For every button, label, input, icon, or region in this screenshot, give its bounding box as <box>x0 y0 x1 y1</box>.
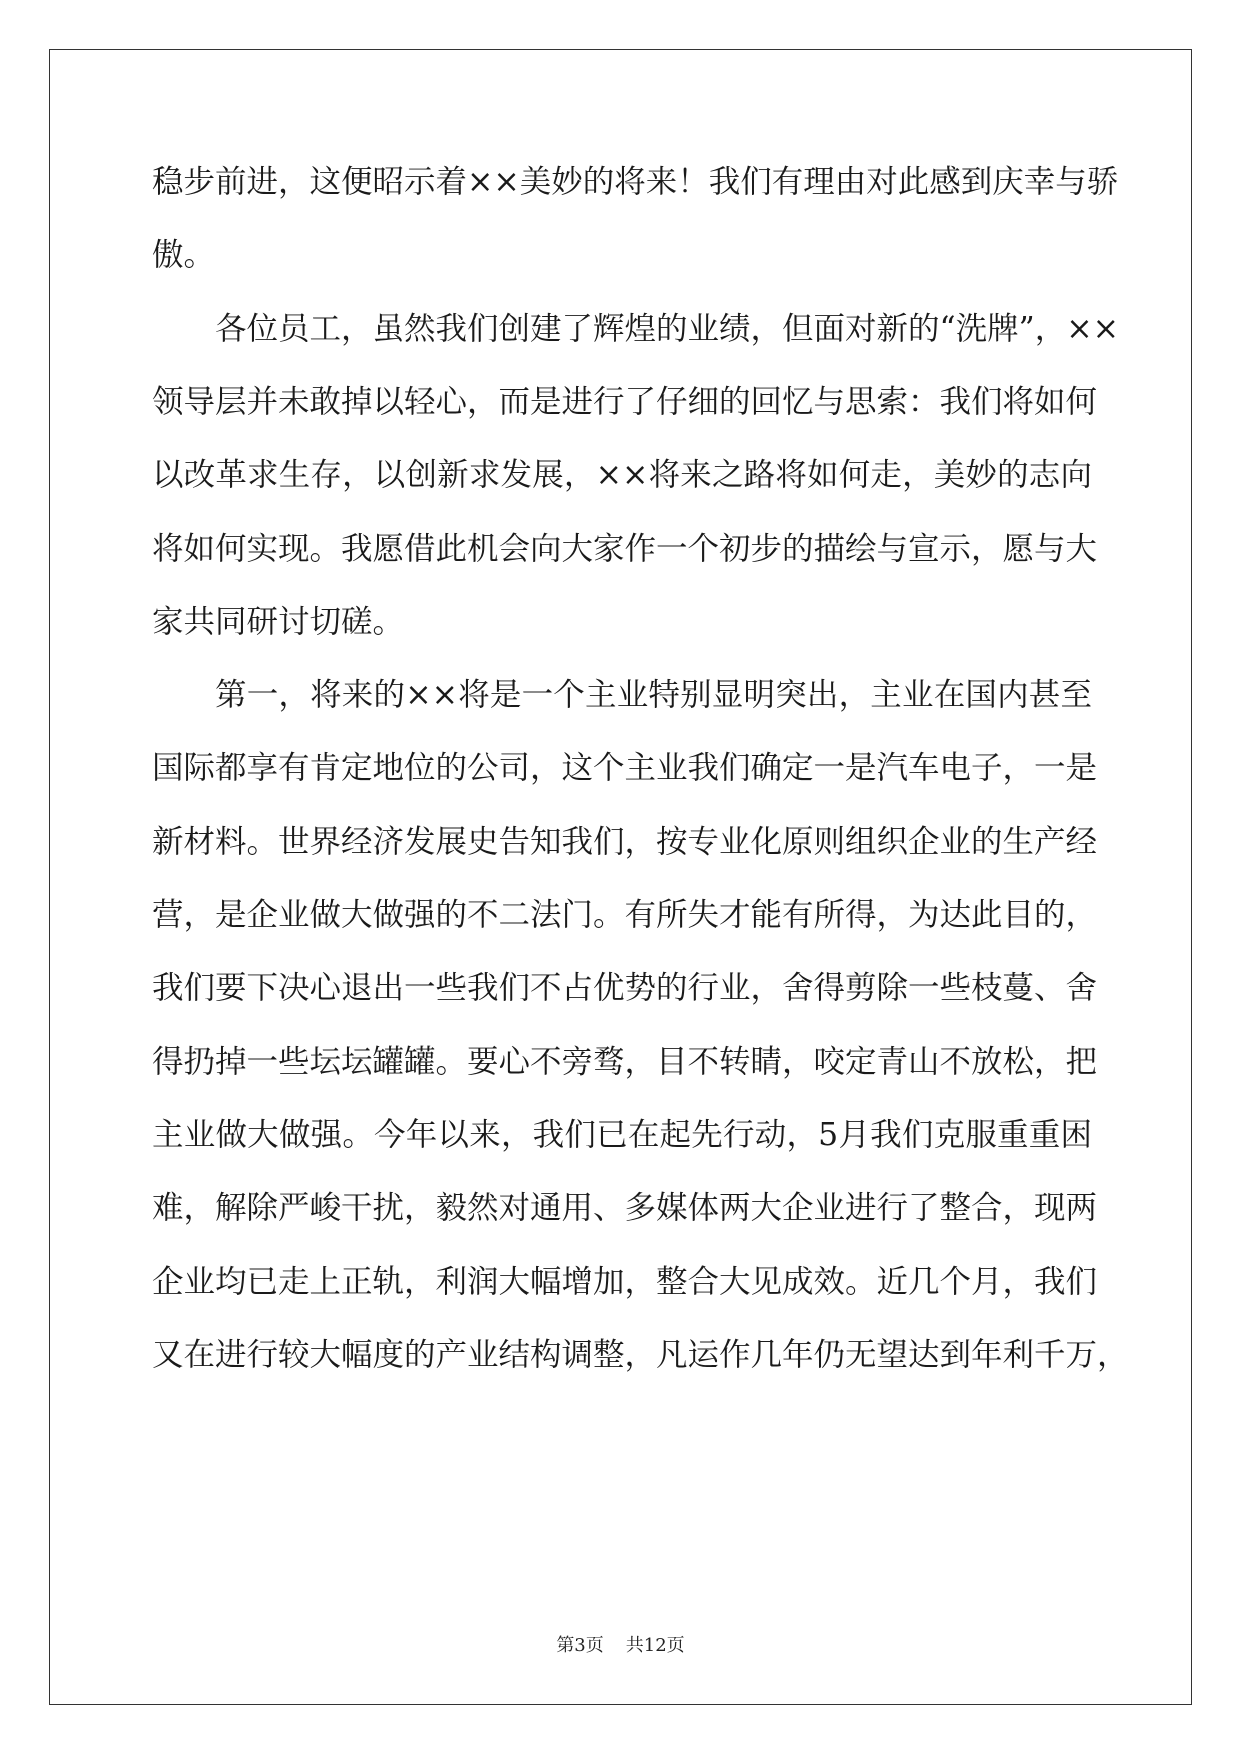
text-line: 稳步前进，这便昭示着××美妙的将来！我们有理由对此感到庆幸与骄 <box>152 164 1119 200</box>
text-line: 领导层并未敢掉以轻心，而是进行了仔细的回忆与思索：我们将如何 <box>152 384 1098 420</box>
text-line: 主业做大做强。今年以来，我们已在起先行动，5月我们克服重重困 <box>152 1117 1092 1153</box>
paragraph-first-line: 第一，将来的××将是一个主业特别显明突出，主业在国内甚至 <box>215 677 1092 713</box>
text-line: 又在进行较大幅度的产业结构调整，凡运作几年仍无望达到年利千万， <box>152 1337 1129 1373</box>
text-line: 难，解除严峻干扰，毅然对通用、多媒体两大企业进行了整合，现两 <box>152 1190 1098 1226</box>
paragraph-first-line: 各位员工，虽然我们创建了辉煌的业绩，但面对新的“洗牌”，×× <box>215 311 1119 347</box>
text-line: 傲。 <box>152 237 216 273</box>
page-number: 第3页 <box>556 1635 604 1656</box>
text-line: 家共同研讨切磋。 <box>152 604 405 640</box>
text-line: 企业均已走上正轨，利润大幅增加，整合大见成效。近几个月，我们 <box>152 1264 1098 1300</box>
page-total: 共12页 <box>625 1635 685 1656</box>
page-footer <box>0 1634 1241 1658</box>
text-line: 我们要下决心退出一些我们不占优势的行业，舍得剪除一些枝蔓、舍 <box>152 970 1098 1006</box>
text-line: 将如何实现。我愿借此机会向大家作一个初步的描绘与宣示，愿与大 <box>152 531 1098 567</box>
text-line: 新材料。世界经济发展史告知我们，按专业化原则组织企业的生产经 <box>152 824 1098 860</box>
text-line: 得扔掉一些坛坛罐罐。要心不旁骛，目不转睛，咬定青山不放松，把 <box>152 1044 1098 1080</box>
text-line: 以改革求生存，以创新求发展，××将来之路将如何走，美妙的志向 <box>152 457 1092 493</box>
text-line: 国际都享有肯定地位的公司，这个主业我们确定一是汽车电子，一是 <box>152 750 1098 786</box>
page-border <box>49 49 1192 1705</box>
text-line: 营，是企业做大做强的不二法门。有所失才能有所得，为达此目的， <box>152 897 1098 933</box>
